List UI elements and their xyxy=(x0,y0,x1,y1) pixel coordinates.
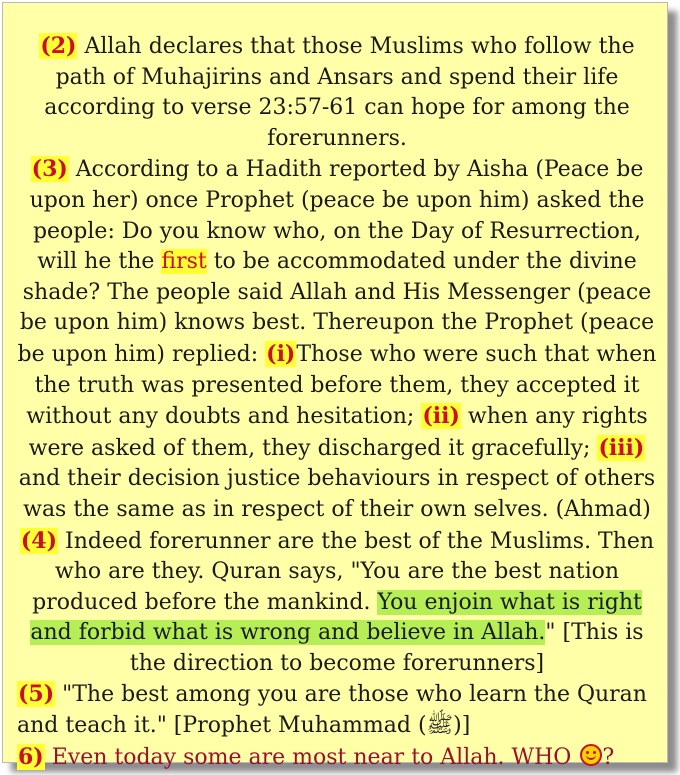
smiley-icon xyxy=(580,744,602,766)
paragraph-number: (5) xyxy=(18,681,55,708)
paragraph-end: ? xyxy=(602,744,615,770)
paragraph-6 xyxy=(17,742,657,774)
highlight-quote: You enjoin what is right and forbid what is wrong and believe in Allah. xyxy=(30,589,642,646)
paragraph-text: and their decision justice behaviours in respect of others was the same as in respect of their own selves. (Ahmad) xyxy=(18,466,656,522)
paragraph-text: Allah declares that those Muslims who follow the path of Muhajirins and Ansars and spend their life according to verse 23:57-61 can hope for among the forerunners. xyxy=(44,34,635,151)
paragraph-text: to be accommodated under the divine shade? The people said Allah and His Messenger (peace be upon him) knows best. Thereupon the Prophet (peace be upon him) replied: xyxy=(17,249,655,367)
point-number: (iii) xyxy=(598,434,645,461)
paragraph-number: (4) xyxy=(20,527,58,554)
paragraph-number: (2) xyxy=(40,33,77,59)
document-body xyxy=(17,31,657,773)
point-number: (ii) xyxy=(422,403,460,430)
paragraph-text: According to a Hadith reported by Aisha (Peace be upon her) once Prophet (peace be upon him) asked the people: Do you know who, on the Day of Resurrection, will he the xyxy=(29,157,645,275)
highlight-first: first xyxy=(161,249,207,275)
paragraph-text: Those who were such that when the truth was presented before them, they accepted it without any doubts and hesitation; xyxy=(26,341,657,430)
paragraph-text: )] xyxy=(453,713,471,739)
paragraph-text: Even today some are most near to Allah. WHO xyxy=(44,744,572,770)
point-number: (i) xyxy=(266,340,296,367)
honorific-glyph: ﷺ xyxy=(426,713,454,739)
paragraph-3 xyxy=(17,154,657,525)
paragraph-number: 6) xyxy=(18,743,44,770)
paragraph-text: when any rights were asked of them, they discharged it gracefully; xyxy=(28,404,648,461)
paragraph-2 xyxy=(17,31,657,154)
paragraph-4 xyxy=(17,526,657,680)
paragraph-text: Indeed forerunner are the best of the Muslims. Then who are they. Quran says, "You are the best nation produced before the mankind. xyxy=(32,528,655,615)
document-card xyxy=(2,2,668,770)
paragraph-text: " [This is the direction to become forerunners] xyxy=(129,620,644,676)
paragraph-text: "The best among you are those who learn the Quran and teach it." [Prophet Muhammad ( xyxy=(17,682,647,739)
paragraph-number: (3) xyxy=(31,156,68,183)
paragraph-5 xyxy=(17,679,657,741)
